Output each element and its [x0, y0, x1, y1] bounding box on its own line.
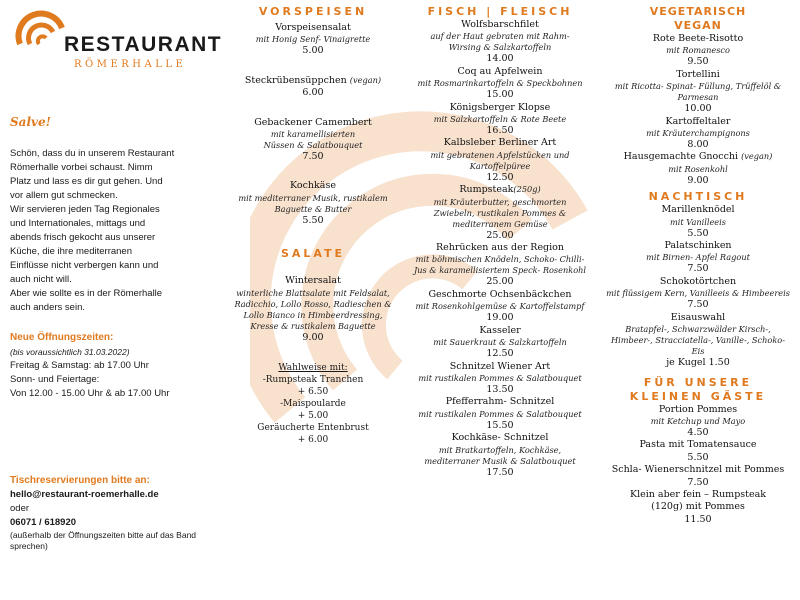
extras-line: + 6.00	[297, 435, 329, 446]
dish-name-note: (250g)	[513, 184, 541, 195]
reservation-phone[interactable]: 06071 / 618920	[10, 517, 77, 528]
dish-desc: mit Honig Senf- Vinaigrette	[255, 34, 371, 45]
dish-desc: mit Ketchup und Mayo	[650, 415, 746, 426]
dish-desc: mit Rosmarinkartoffeln & Speckbohnen	[417, 78, 583, 89]
logo-title: RESTAURANT	[64, 33, 223, 56]
extras-line: + 5.00	[297, 411, 329, 422]
menu-item	[603, 204, 793, 240]
dish-name: Schokotörtchen	[659, 275, 737, 287]
dish-desc: mit Rosenkohl	[668, 163, 728, 174]
dish-name: Pasta mit Tomatensauce	[639, 439, 757, 451]
menu-item	[603, 116, 793, 152]
reservation-note: (außerhalb der Öffnungszeiten bitte auf das Band sprechen)	[10, 530, 197, 551]
dish-desc: mit Birnen- Apfel Ragout	[646, 252, 750, 263]
intro-section	[10, 115, 225, 401]
menu-item	[603, 404, 793, 440]
dish-name-note: (vegan)	[349, 74, 382, 85]
menu-item	[400, 184, 600, 242]
menu-item	[228, 180, 398, 227]
logo-subtitle: RÖMERHALLE	[74, 59, 187, 70]
menu-item	[603, 276, 793, 312]
dish-price: 25.00	[486, 276, 514, 288]
dish-name: Vorspeisensalat	[275, 22, 351, 33]
section-heading-vegetarisch: VEGETARISCH	[649, 5, 747, 18]
intro-line: Aber wie sollte es in der Römerhalle	[10, 288, 163, 299]
dish-price: 25.00	[486, 229, 514, 241]
dish-price: 5.50	[687, 227, 709, 239]
hours-line: Von 12.00 - 15.00 Uhr & ab 17.00 Uhr	[10, 388, 170, 399]
dish-desc: mit Kräuterchampignons	[646, 128, 750, 139]
intro-line: Schön, dass du in unserem Restaurant	[10, 148, 175, 159]
intro-line: Küche, die ihre mediterranen	[10, 246, 132, 257]
dish-price: 11.50	[684, 513, 712, 525]
dish-name: Kartoffeltaler	[665, 115, 731, 127]
intro-line: und Internationales, mittags und	[10, 218, 146, 229]
dish-name-note: (vegan)	[741, 151, 773, 162]
section-heading-salate: SALATE	[280, 247, 346, 261]
intro-line: Platz und lass es dir gut gehen. Und	[10, 176, 163, 187]
intro-line: Römerhalle vorbei schaust. Nimm	[10, 162, 153, 173]
dish-name: Palatschinken	[664, 240, 732, 252]
dish-name: Kochkäse- Schnitzel	[451, 432, 549, 444]
menu-item	[400, 19, 600, 66]
menu-item	[603, 464, 793, 489]
dish-price: 8.00	[687, 139, 709, 151]
dish-price: 9.00	[302, 331, 324, 343]
opening-hours	[10, 331, 225, 401]
dish-price: 16.50	[486, 125, 514, 137]
dish-name-text: Steckrübensüppchen	[244, 74, 347, 86]
dish-name: Wolfsbarschfilet	[461, 19, 539, 30]
extras-line: -Maispoularde	[280, 399, 346, 410]
dish-desc: auf der Haut gebraten mit Rahm-Wirsing & Salzkartoffeln	[430, 31, 570, 53]
section-heading-fisch-fleisch: FISCH | FLEISCH	[427, 5, 573, 18]
dish-desc: mit Romanesco	[666, 45, 730, 56]
dish-price: 12.50	[486, 348, 514, 360]
dish-name-text: Hausgemachte Gnocchi	[623, 151, 739, 163]
dish-price: 5.00	[302, 45, 324, 57]
dish-name: Klein aber fein – Rumpsteak (120g) mit Pommes	[629, 488, 767, 513]
greeting: Salve!	[10, 115, 51, 129]
dish-price: 7.50	[687, 476, 709, 488]
menu-column-mains	[400, 5, 600, 479]
dish-desc: mit rustikalen Pommes & Salatbouquet	[418, 372, 582, 383]
dish-name	[228, 75, 398, 87]
menu-item	[400, 137, 600, 184]
dish-name: Kochkäse	[290, 180, 336, 192]
intro-text	[10, 147, 225, 315]
dish-desc: mit karamellisierten Nüssen & Salatbouquet	[263, 129, 363, 151]
dish-name	[603, 151, 793, 163]
dish-name: Portion Pommes	[658, 403, 738, 415]
reservation-heading: Tischreservierungen bitte an:	[10, 475, 150, 486]
dish-price: 9.50	[687, 56, 709, 68]
dish-name: Schnitzel Wiener Art	[449, 360, 551, 372]
dish-name: Pfefferrahm- Schnitzel	[445, 396, 555, 408]
intro-line: auch nicht will.	[10, 274, 72, 285]
menu-item	[400, 432, 600, 479]
dish-name	[400, 184, 600, 196]
dish-desc: mit rustikalen Pommes & Salatbouquet	[418, 408, 582, 419]
menu-item	[400, 242, 600, 289]
hours-note: (bis voraussichtlich 31.03.2022)	[10, 347, 130, 357]
menu-item	[603, 489, 793, 526]
dish-desc: mit gebratenen Apfelstücken und Kartoffelpüree	[430, 149, 570, 171]
dish-price: 7.50	[687, 263, 709, 275]
section-heading-vegan: VEGAN	[674, 19, 722, 32]
dish-desc: mit Bratkartoffeln, Kochkäse, mediterraner Musik & Salatbouquet	[424, 444, 576, 466]
intro-line: Wir servieren jeden Tag Regionales	[10, 204, 160, 215]
restaurant-logo	[14, 4, 234, 74]
dish-name-text: Rumpsteak	[459, 184, 514, 196]
dish-name: Rehrücken aus der Region	[435, 242, 565, 254]
menu-item	[603, 312, 793, 370]
dish-desc: winterliche Blattsalate mit Feldsalat, Radicchio, Lollo Rosso, Radieschen & Lollo Bianco in Himbeerdressing, Kresse & rustikalem Baguette	[234, 287, 392, 331]
dish-name: Coq au Apfelwein	[457, 65, 543, 77]
dish-price: 13.50	[486, 383, 514, 395]
dish-price: 15.00	[486, 89, 514, 101]
menu-item	[400, 66, 600, 102]
dish-price: 17.50	[486, 466, 514, 478]
dish-price: 14.00	[486, 53, 514, 65]
extras-title: Wahlweise mit:	[278, 363, 348, 374]
menu-item	[603, 439, 793, 464]
dish-desc: mit Sauerkraut & Salzkartoffeln	[433, 337, 567, 348]
dish-name: Rote Beete-Risotto	[652, 33, 744, 44]
menu-item	[228, 117, 398, 164]
dish-desc: mit mediterraner Musik, rustikalem Baguette & Butter	[238, 192, 388, 214]
extras-line: + 6.50	[297, 387, 329, 398]
section-heading-kinder-1: FÜR UNSERE	[643, 375, 753, 389]
intro-line: Einflüsse nicht verbergen kann und	[10, 260, 159, 271]
dish-name: Geschmorte Ochsenbäckchen	[428, 288, 572, 300]
dish-desc: mit Vanilleeis	[670, 216, 726, 227]
dish-price: 7.50	[687, 299, 709, 311]
section-heading-kinder-2: KLEINEN GÄSTE	[629, 389, 767, 403]
dish-name: Gebackener Camembert	[254, 116, 372, 128]
dish-name: Königsberger Klopse	[449, 101, 551, 113]
dish-price: 5.50	[302, 214, 324, 226]
menu-item	[603, 151, 793, 187]
dish-desc: mit böhmischen Knödeln, Schoko- Chilli- Jus & karamellisiertem Speck- Rosenkohl	[413, 254, 587, 276]
dish-name: Kalbsleber Berliner Art	[443, 137, 557, 149]
hours-heading: Neue Öffnungszeiten:	[10, 332, 114, 343]
dish-price: 10.00	[684, 103, 712, 115]
dish-desc: mit flüssigem Kern, Vanilleeis & Himbeereis	[606, 288, 790, 299]
dish-price: 4.50	[687, 426, 709, 438]
salad-extras	[228, 362, 398, 446]
dish-price: 9.00	[687, 174, 709, 186]
menu-item	[603, 69, 793, 116]
section-heading-nachtisch: NACHTISCH	[648, 190, 748, 204]
menu-item	[400, 102, 600, 138]
extras-line: -Rumpsteak Tranchen	[262, 375, 364, 386]
reservation-or: oder	[10, 503, 30, 514]
dish-price: 19.00	[486, 312, 514, 324]
reservation-email[interactable]: hello@restaurant-roemerhalle.de	[10, 489, 159, 500]
hours-line: Freitag & Samstag: ab 17.00 Uhr	[10, 360, 149, 371]
extras-line: Geräucherte Entenbrust	[257, 423, 369, 434]
dish-price: 12.50	[486, 171, 514, 183]
menu-item	[400, 361, 600, 397]
menu-item	[400, 289, 600, 325]
logo-arc-icon	[14, 4, 68, 46]
dish-price: je Kugel 1.50	[666, 357, 730, 369]
hours-line: Sonn- und Feiertage:	[10, 374, 100, 385]
menu-item	[228, 275, 398, 344]
intro-line: abends frisch gekocht aus unserer	[10, 232, 156, 243]
reservation-contact	[10, 474, 225, 552]
dish-desc: Bratapfel-, Schwarzwälder Kirsch-, Himbeer-, Stracciatella-, Vanille-, Schoko- Eis	[611, 324, 785, 357]
menu-column-starters	[228, 5, 398, 446]
menu-item	[400, 325, 600, 361]
dish-name: Wintersalat	[285, 275, 341, 287]
dish-name: Schla- Wienerschnitzel mit Pommes	[611, 464, 785, 476]
dish-desc: mit Ricotta- Spinat- Füllung, Trüffelöl & Parmesan	[614, 81, 782, 103]
menu-item	[603, 33, 793, 69]
dish-price: 15.50	[486, 419, 514, 431]
menu-item	[228, 75, 398, 100]
dish-desc: mit Kräuterbutter, geschmorten Zwiebeln, rustikalen Pommes & mediterranem Gemüse	[433, 196, 567, 229]
dish-name: Tortellini	[676, 68, 720, 80]
menu-item	[603, 240, 793, 276]
dish-name: Marillenknödel	[661, 204, 735, 216]
intro-line: vor allem gut schmecken.	[10, 190, 118, 201]
dish-name: Kasseler	[479, 324, 521, 336]
dish-price: 7.50	[302, 151, 324, 163]
menu-item	[228, 22, 398, 58]
dish-price: 6.00	[302, 87, 324, 99]
menu-column-veg-dessert-kids	[603, 5, 793, 526]
section-heading-vorspeisen: VORSPEISEN	[258, 5, 368, 18]
menu-item	[400, 396, 600, 432]
dish-desc: mit Salzkartoffeln & Rote Beete	[433, 114, 567, 125]
intro-line: auch anders sein.	[10, 302, 85, 313]
dish-name: Eisauswahl	[670, 311, 726, 323]
dish-desc: mit Rosenkohlgemüse & Kartoffelstampf	[415, 301, 585, 312]
dish-price: 5.50	[687, 451, 709, 463]
